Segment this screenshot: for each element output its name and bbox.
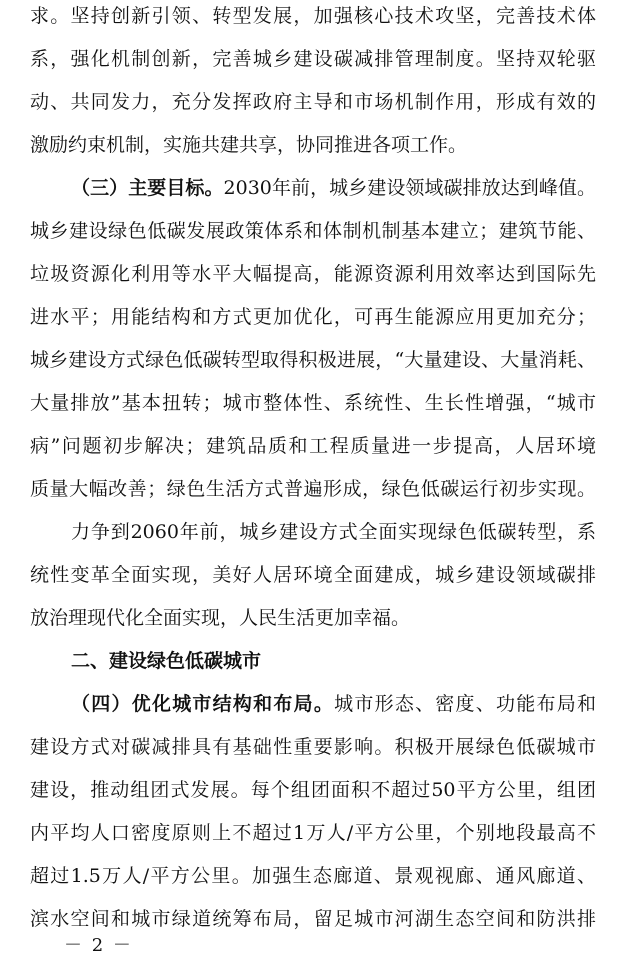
paragraph-2-line-4: 进水平；用能结构和方式更加优化，可再生能源应用更加充分；: [30, 306, 596, 328]
paragraph-1-line-3: 动、共同发力，充分发挥政府主导和市场机制作用，形成有效的: [30, 91, 596, 113]
paragraph-3-line-2: 统性变革全面实现，美好人居环境全面建成，城乡建设领域碳排: [30, 564, 596, 586]
paragraph-2-line-3: 垃圾资源化利用等水平大幅提高，能源资源利用效率达到国际先: [30, 263, 596, 285]
paragraph-4-first-line-rest: 城市形态、密度、功能布局和: [334, 693, 596, 715]
paragraph-2-first-line-rest: 2030年前，城乡建设领域碳排放达到峰值。: [223, 177, 596, 199]
paragraph-1-line-4: 激励约束机制，实施共建共享，协同推进各项工作。: [30, 134, 468, 156]
paragraph-3-line-1: 力争到2060年前，城乡建设方式全面实现绿色低碳转型，系: [71, 521, 596, 543]
paragraph-4-line-6: 滨水空间和城市绿道统筹布局，留足城市河湖生态空间和防洪排: [30, 908, 596, 930]
paragraph-4-line-5: 超过1.5万人/平方公里。加强生态廊道、景观视廊、通风廊道、: [30, 865, 596, 887]
paragraph-2-line-5: 城乡建设方式绿色低碳转型取得积极进展，“大量建设、大量消耗、: [30, 349, 596, 371]
paragraph-2-line-1: [71, 175, 596, 201]
paragraph-1-line-2: 系，强化机制创新，完善城乡建设碳减排管理制度。坚持双轮驱: [30, 48, 596, 70]
section-heading: 二、建设绿色低碳城市: [71, 650, 262, 672]
paragraph-4-line-4: 内平均人口密度原则上不超过1万人/平方公里，个别地段最高不: [30, 822, 596, 844]
paragraph-2-line-8: 质量大幅改善；绿色生活方式普遍形成，绿色低碳运行初步实现。: [30, 478, 596, 500]
page-number: － 2 －: [64, 935, 133, 956]
paragraph-1-line-1: 求。坚持创新引领、转型发展，加强核心技术攻坚，完善技术体: [30, 5, 596, 27]
paragraph-2-heading: （三）主要目标。: [71, 177, 224, 199]
paragraph-2-line-6: 大量排放”基本扭转；城市整体性、系统性、生长性增强，“城市: [30, 392, 596, 414]
paragraph-3-line-3: 放治理现代化全面实现，人民生活更加幸福。: [30, 607, 411, 629]
paragraph-4-line-1: [71, 691, 596, 717]
paragraph-2-line-2: 城乡建设绿色低碳发展政策体系和体制机制基本建立；建筑节能、: [30, 220, 596, 242]
paragraph-4-line-2: 建设方式对碳减排具有基础性重要影响。积极开展绿色低碳城市: [30, 736, 596, 758]
paragraph-4-heading: （四）优化城市结构和布局。: [71, 693, 335, 715]
paragraph-4-line-3: 建设，推动组团式发展。每个组团面积不超过50平方公里，组团: [30, 779, 596, 801]
paragraph-2-line-7: 病”问题初步解决；建筑品质和工程质量进一步提高，人居环境: [30, 435, 596, 457]
